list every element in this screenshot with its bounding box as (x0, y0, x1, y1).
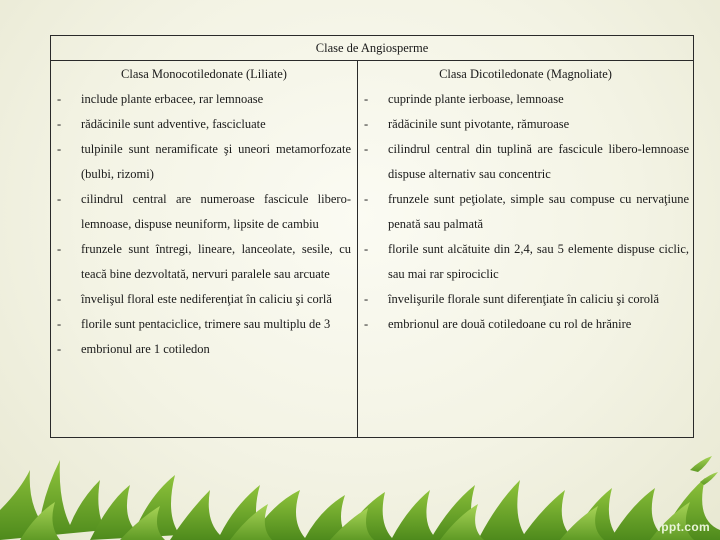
list-item: - cuprinde plante ierboase, lemnoase (364, 92, 564, 106)
list-item: - florile sunt pentaciclice, trimere sau multiplu de 3 (57, 317, 331, 331)
monocot-column (51, 87, 358, 438)
list-item: - frunzele sunt întregi, lineare, lanceolate, sesile, cu teacă bine dezvoltată, nervuri paralele sau arcuate (57, 242, 351, 281)
table-title: Clase de Angiosperme (51, 36, 694, 61)
brand-watermark: fppt.com (656, 520, 710, 534)
list-item: - embrionul are două cotiledoane cu rol de hrănire (364, 317, 632, 331)
list-item: - embrionul are 1 cotiledon (57, 342, 210, 356)
monocot-header: Clasa Monocotiledonate (Liliate) (51, 61, 358, 88)
list-item: - învelişurile florale sunt diferenţiate în caliciu şi corolă (364, 292, 660, 306)
list-item: - florile sunt alcătuite din 2,4, sau 5 elemente dispuse ciclic, sau mai rar spirociclic (364, 242, 690, 281)
dicot-header: Clasa Dicotiledonate (Magnoliate) (358, 61, 694, 88)
list-item: - frunzele sunt peţiolate, simple sau compuse cu nervaţiune penată sau palmată (364, 192, 690, 231)
list-item: - tulpinile sunt neramificate şi uneori metamorfozate (bulbi, rizomi) (57, 142, 351, 181)
list-item: - rădăcinile sunt adventive, fascicluate (57, 117, 266, 131)
dicot-column (358, 87, 694, 438)
list-item: - rădăcinile sunt pivotante, rămuroase (364, 117, 570, 131)
list-item: - include plante erbacee, rar lemnoase (57, 92, 264, 106)
list-item: - cilindrul central din tuplină are fascicule libero-lemnoase dispuse alternativ sau concentric (364, 142, 690, 181)
angiosperm-classes-table (50, 35, 694, 438)
list-item: - învelişul floral este nediferenţiat în caliciu şi corlă (57, 292, 332, 306)
list-item: - cilindrul central are numeroase fascicule libero-lemnoase, dispuse neuniform, lipsite de cambiu (57, 192, 351, 231)
grass-decoration (0, 430, 720, 540)
